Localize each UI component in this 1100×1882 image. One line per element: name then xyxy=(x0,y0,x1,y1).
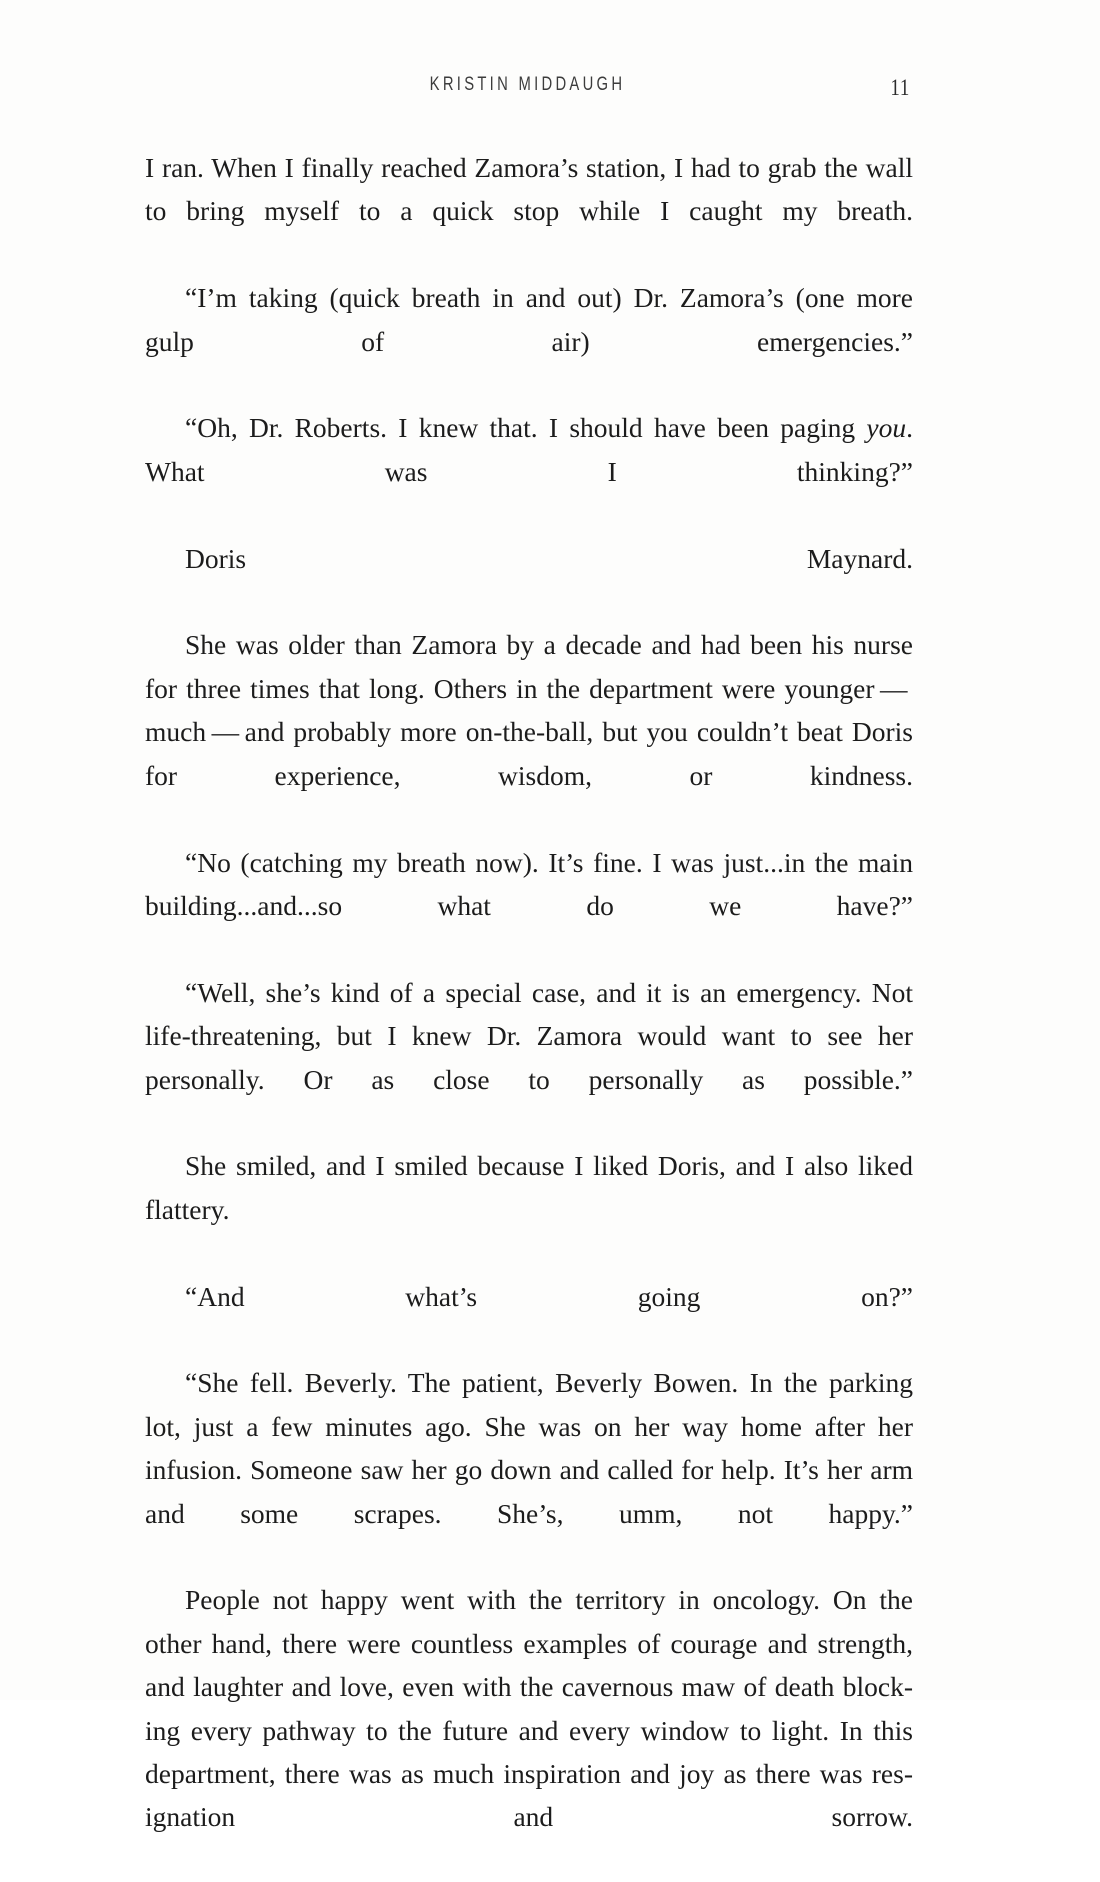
body-paragraph: “Well, she’s kind of a special case, and it is an emergency. Not life-threatening, but I knew Dr. Zamora would want to see her personally. Or as close to personally as possible.” xyxy=(145,976,913,1095)
page-number: 11 xyxy=(890,75,910,100)
body-paragraph: “No (catching my breath now). It’s fine. I was just...in the main building...and...so what do we have?” xyxy=(145,846,913,921)
body-paragraph: “I’m taking (quick breath in and out) Dr. Zamora’s (one more gulp of air) emergencies.” xyxy=(145,282,913,357)
body-text-block xyxy=(145,146,913,1882)
body-paragraph: “And what’s going on?” xyxy=(185,1280,913,1312)
running-head-author-name: KRISTIN MIDDAUGH xyxy=(429,74,626,95)
body-paragraph: I ran. When I finally reached Zamora’s station, I had to grab the wall to bring myself to a quick stop while I caught my breath. xyxy=(145,152,913,227)
emphasized-word: you xyxy=(866,412,907,444)
body-paragraph: “She fell. Beverly. The patient, Beverly Bowen. In the parking lot, just a few minutes ago. She was on her way home after her infusion. Someone saw her go down and called for help. It’s her arm and some scrapes. She’s, umm, not happy.” xyxy=(145,1367,913,1529)
body-paragraph: People not happy went with the territory in oncology. On the other hand, there were countless examples of courage and strength, and laughter and love, even with the cavernous maw of death blocking every pathway to the future and every window to light. In this department, there was as much inspiration and joy as there was resignation and sorrow. xyxy=(145,1584,913,1833)
body-paragraph: Doris Maynard. xyxy=(185,542,913,574)
body-paragraph: She was older than Zamora by a decade and had been his nurse for three times that long. Others in the department were younger — much — and probably more on-the-ball, but you couldn’t beat Doris for experience, wisdom, or kindness. xyxy=(145,629,913,791)
body-paragraph: She smiled, and I smiled because I liked Doris, and I also liked flattery. xyxy=(145,1150,913,1225)
body-paragraph: “Oh, Dr. Roberts. I knew that. I should have been paging you. What was I thinking?” xyxy=(145,412,913,487)
running-head xyxy=(145,74,910,104)
